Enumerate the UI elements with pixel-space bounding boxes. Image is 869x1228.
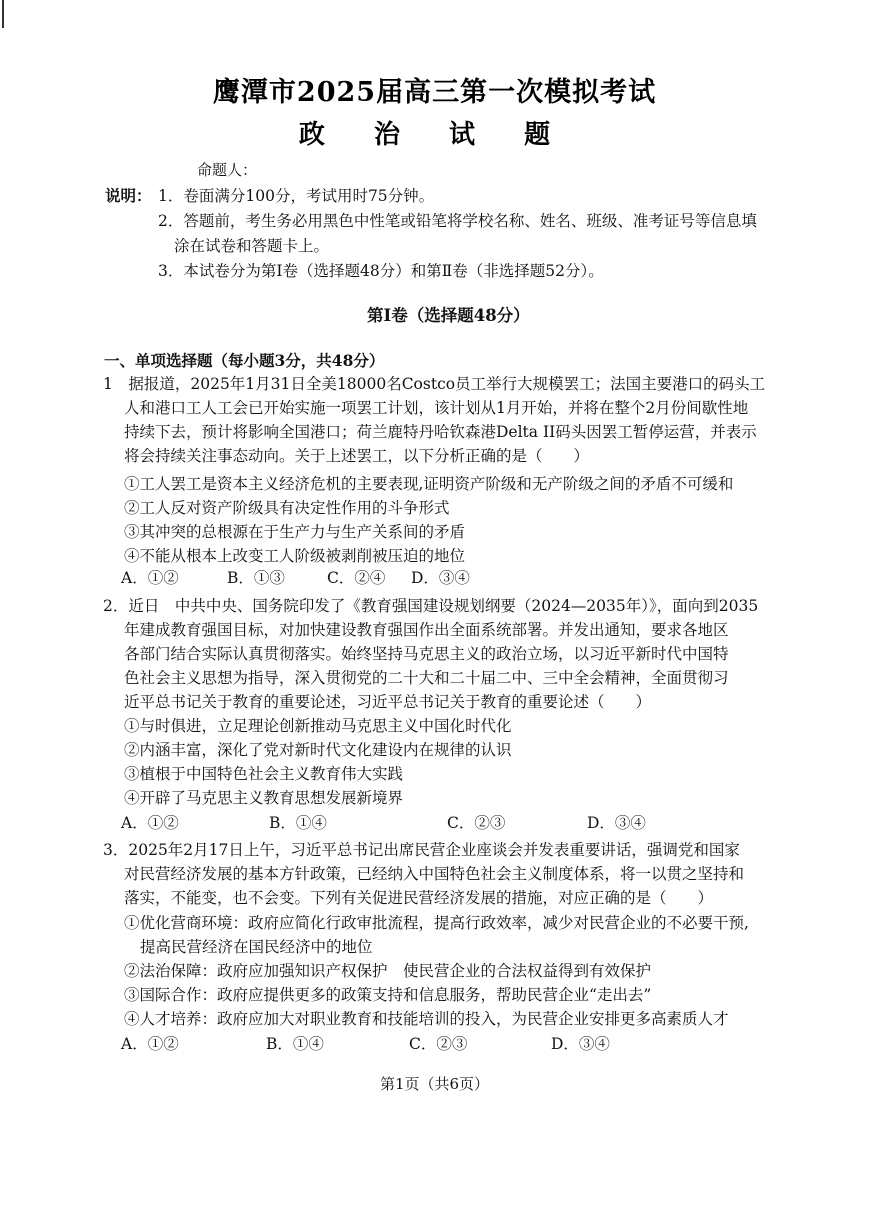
question-2-line: 年建成教育强国目标，对加快建设教育强国作出全面系统部署。并发出通知，要求各地区 <box>124 621 729 639</box>
scan-edge-mark <box>2 0 4 28</box>
option-c[interactable]: C．②③ <box>409 1035 468 1053</box>
option-d[interactable]: D．③④ <box>551 1035 610 1053</box>
option-b[interactable]: B．①③ <box>227 569 285 587</box>
option-d[interactable]: D．③④ <box>587 814 646 832</box>
instruction-item: 3．本试卷分为第Ⅰ卷（选择题48分）和第Ⅱ卷（非选择题52分）。 <box>158 262 604 280</box>
option-d[interactable]: D．③④ <box>411 569 470 587</box>
question-3-line: 3．2025年2月17日上午，习近平总书记出席民营企业座谈会并发表重要讲话，强调党和国家 <box>103 841 740 859</box>
question-3-line: 对民营经济发展的基本方针政策，已经纳入中国特色社会主义制度体系，将一以贯之坚持和 <box>124 865 745 883</box>
question-2-line: 各部门结合实际认真贯彻落实。始终坚持马克思主义的政治立场，以习近平新时代中国特 <box>124 645 729 663</box>
question-2-statement: ③植根于中国特色社会主义教育伟大实践 <box>124 765 404 783</box>
instruction-item: 涂在试卷和答题卡上。 <box>174 237 330 255</box>
exam-title: 鹰潭市2025届高三第一次模拟考试 <box>212 77 657 108</box>
instructions-label: 说明： <box>105 186 152 205</box>
question-1-line: 持续下去，预计将影响全国港口；荷兰鹿特丹哈钦森港Delta II码头因罢工暂停运营，并表示 <box>124 423 757 441</box>
question-2-line: 色社会主义思想为指导，深入贯彻党的二十大和二十届二中、三中全会精神，全面贯彻习 <box>124 669 729 687</box>
question-2-statement: ①与时俱进，立足理论创新推动马克思主义中国化时代化 <box>124 717 512 735</box>
question-1-statement: ②工人反对资产阶级具有决定性作用的斗争形式 <box>124 499 450 517</box>
question-3-statement: ①优化营商环境：政府应简化行政审批流程，提高行政效率，减少对民营企业的不必要干预, <box>124 914 749 932</box>
author-label: 命题人： <box>197 161 258 179</box>
question-1-statement: ④不能从根本上改变工人阶级被剥削被压迫的地位 <box>124 547 466 565</box>
question-3-statement: ②法治保障：政府应加强知识产权保护 使民营企业的合法权益得到有效保护 <box>124 962 652 980</box>
question-3-statement: 提高民营经济在国民经济中的地位 <box>140 938 373 956</box>
instruction-item: 1．卷面满分100分，考试用时75分钟。 <box>158 187 435 205</box>
question-2-statement: ②内涵丰富，深化了党对新时代文化建设内在规律的认识 <box>124 741 512 759</box>
option-a[interactable]: A．①② <box>121 814 179 832</box>
option-b[interactable]: B．①④ <box>266 1035 324 1053</box>
question-1-line: 将会持续关注事态动向。关于上述罢工，以下分析正确的是（ ） <box>124 447 590 465</box>
question-3-statement: ③国际合作：政府应提供更多的政策支持和信息服务，帮助民营企业“走出去” <box>124 986 652 1004</box>
option-b[interactable]: B．①④ <box>269 814 327 832</box>
question-2-line: 2．近日 中共中央、国务院印发了《教育强国建设规划纲要（2024—2035年）》，面向到2035 <box>103 597 759 615</box>
subject-title: 政 治 试 题 <box>298 120 571 150</box>
option-c[interactable]: C．②④ <box>327 569 386 587</box>
question-1-statement: ①工人罢工是资本主义经济危机的主要表现,证明资产阶级和无产阶级之间的矛盾不可缓和 <box>124 475 734 493</box>
page-footer: 第1页（共6页） <box>379 1075 490 1093</box>
question-1-statement: ③其冲突的总根源在于生产力与生产关系间的矛盾 <box>124 523 466 541</box>
question-2-line: 近平总书记关于教育的重要论述，习近平总书记关于教育的重要论述（ ） <box>124 693 652 711</box>
section-title: 第Ⅰ卷（选择题48分） <box>367 306 530 325</box>
question-1-line: 1 据报道，2025年1月31日全美18000名Costco员工举行大规模罢工；法国主要港口的码头工 <box>103 375 766 393</box>
question-2-statement: ④开辟了马克思主义教育思想发展新境界 <box>124 789 404 807</box>
option-a[interactable]: A．①② <box>121 569 179 587</box>
instruction-item: 2．答题前，考生务必用黑色中性笔或铅笔将学校名称、姓名、班级、准考证号等信息填 <box>158 212 757 230</box>
option-c[interactable]: C．②③ <box>447 814 506 832</box>
option-a[interactable]: A．①② <box>121 1035 179 1053</box>
question-3-line: 落实，不能变，也不会变。下列有关促进民营经济发展的措施，对应正确的是（ ） <box>124 889 714 907</box>
part-title: 一、单项选择题（每小题3分，共48分） <box>104 351 385 370</box>
question-1-line: 人和港口工人工会已开始实施一项罢工计划，该计划从1月开始，并将在整个2月份间歇性地 <box>124 399 749 417</box>
question-3-statement: ④人才培养：政府应加大对职业教育和技能培训的投入，为民营企业安排更多高素质人才 <box>124 1010 729 1028</box>
